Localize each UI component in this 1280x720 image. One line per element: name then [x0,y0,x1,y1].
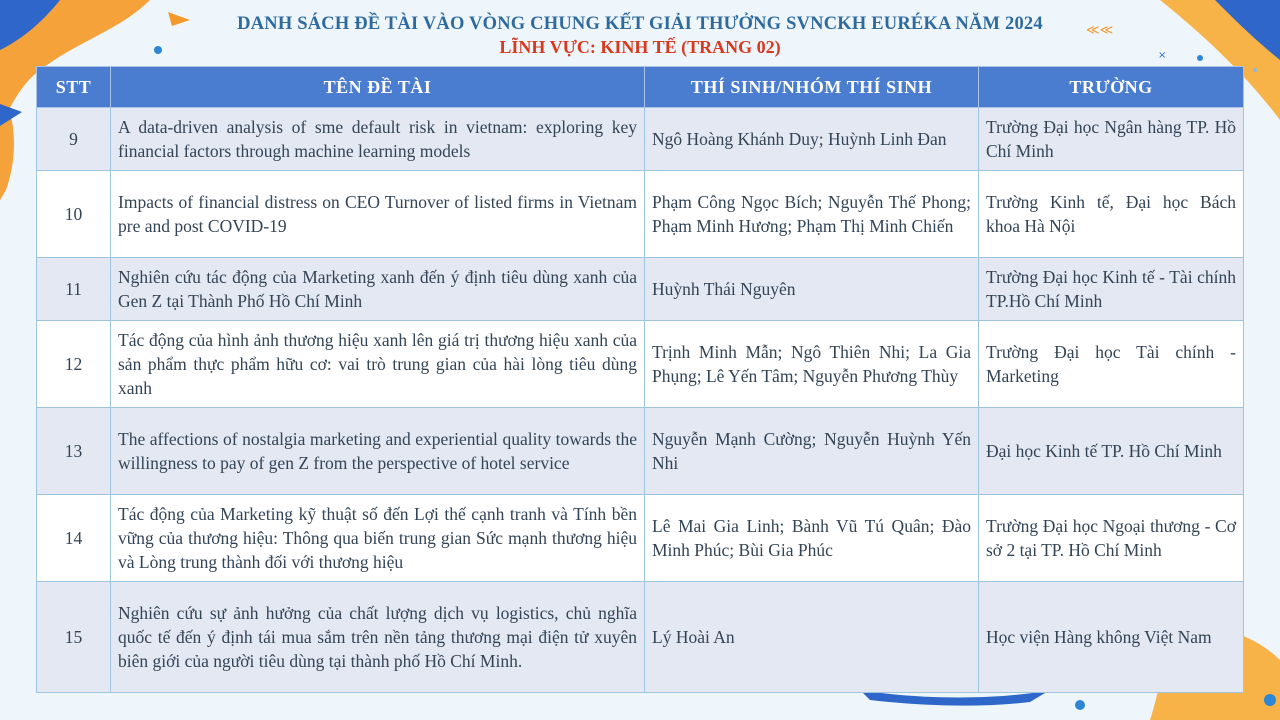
column-header-title: TÊN ĐỀ TÀI [111,67,645,108]
row-stt: 14 [37,495,111,582]
row-stt: 12 [37,321,111,408]
row-school: Học viện Hàng không Việt Nam [979,582,1244,693]
row-title: The affections of nostalgia marketing and experiential quality towards the willingness to pay of gen Z from the perspective of hotel service [111,408,645,495]
row-stt: 11 [37,258,111,321]
row-school: Trường Đại học Ngoại thương - Cơ sở 2 tại TP. Hồ Chí Minh [979,495,1244,582]
row-stt: 9 [37,108,111,171]
svg-text:≪≪: ≪≪ [1086,23,1114,38]
table-row [37,258,1244,321]
row-school: Trường Đại học Tài chính - Marketing [979,321,1244,408]
row-authors: Nguyễn Mạnh Cường; Nguyễn Huỳnh Yến Nhi [645,408,979,495]
row-stt: 13 [37,408,111,495]
row-stt: 15 [37,582,111,693]
table-row [37,495,1244,582]
row-authors: Phạm Công Ngọc Bích; Nguyễn Thế Phong; Phạm Minh Hương; Phạm Thị Minh Chiến [645,171,979,258]
row-school: Trường Đại học Kinh tế - Tài chính TP.Hồ Chí Minh [979,258,1244,321]
row-title: A data-driven analysis of sme default risk in vietnam: exploring key financial factors through machine learning models [111,108,645,171]
table-row [37,171,1244,258]
row-title: Tác động của Marketing kỹ thuật số đến Lợi thế cạnh tranh và Tính bền vững của thương hiệu: Thông qua biến trung gian Sức mạnh thương hiệu và Lòng trung thành đối với thương hiệu [111,495,645,582]
row-school: Trường Kinh tế, Đại học Bách khoa Hà Nội [979,171,1244,258]
row-authors: Lý Hoài An [645,582,979,693]
column-header-authors: THÍ SINH/NHÓM THÍ SINH [645,67,979,108]
page-title: DANH SÁCH ĐỀ TÀI VÀO VÒNG CHUNG KẾT GIẢI THƯỞNG SVNCKH EURÉKA NĂM 2024 [237,14,1043,34]
row-authors: Huỳnh Thái Nguyên [645,258,979,321]
row-authors: Ngô Hoàng Khánh Duy; Huỳnh Linh Đan [645,108,979,171]
row-authors: Lê Mai Gia Linh; Bành Vũ Tú Quân; Đào Minh Phúc; Bùi Gia Phúc [645,495,979,582]
row-school: Trường Đại học Ngân hàng TP. Hồ Chí Minh [979,108,1244,171]
row-title: Tác động của hình ảnh thương hiệu xanh lên giá trị thương hiệu xanh của sản phẩm thực phẩm hữu cơ: vai trò trung gian của hài lòng tiêu dùng xanh [111,321,645,408]
table-row [37,321,1244,408]
column-header-school: TRƯỜNG [979,67,1244,108]
table-header-row [37,67,1244,108]
page-subtitle: LĨNH VỰC: KINH TẾ (TRANG 02) [499,37,781,57]
row-title: Impacts of financial distress on CEO Turnover of listed firms in Vietnam pre and post COVID-19 [111,171,645,258]
row-title: Nghiên cứu tác động của Marketing xanh đến ý định tiêu dùng xanh của Gen Z tại Thành Phố Hồ Chí Minh [111,258,645,321]
svg-text:×: × [1158,50,1167,61]
title-block [0,12,1280,58]
projects-table [36,66,1244,693]
column-header-stt: STT [37,67,111,108]
table-row [37,408,1244,495]
row-stt: 10 [37,171,111,258]
table-row [37,582,1244,693]
row-authors: Trịnh Minh Mẫn; Ngô Thiên Nhi; La Gia Phụng; Lê Yến Tâm; Nguyễn Phương Thùy [645,321,979,408]
row-title: Nghiên cứu sự ảnh hưởng của chất lượng dịch vụ logistics, chủ nghĩa quốc tế đến ý định tái mua sắm trên nền tảng thương mại điện tử xuyên biên giới của người tiêu dùng tại thành phố Hồ Chí Minh. [111,582,645,693]
row-school: Đại học Kinh tế TP. Hồ Chí Minh [979,408,1244,495]
table-row [37,108,1244,171]
